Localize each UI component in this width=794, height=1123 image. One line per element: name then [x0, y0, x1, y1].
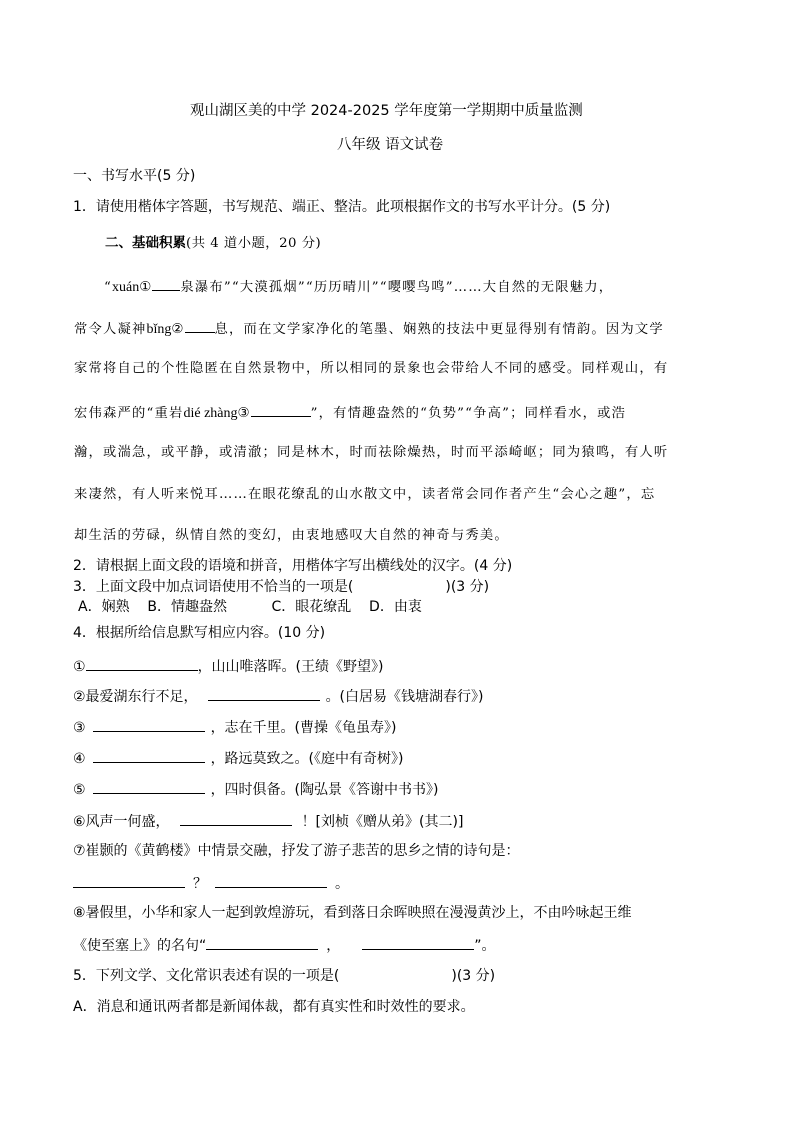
passage-line-1	[104, 276, 613, 297]
q4-blank-2[interactable]	[208, 686, 320, 701]
passage-text: 泉瀑布”“大漠孤烟”“历历晴川”“嘤嘤鸟鸣”……大自然的无限魅力，	[180, 280, 614, 295]
passage-line-3: 家常将自己的个性隐匿在自然景物中，所以相同的景象也会带给人不同的感受。同样观山，有	[74, 361, 669, 376]
q4-blank-8a[interactable]	[206, 935, 318, 950]
pinyin-die-zhang: dié zhàng	[183, 406, 238, 421]
q4-item-5	[73, 779, 439, 799]
blank-2[interactable]	[185, 318, 215, 333]
q4-item-7: ⑦崔颢的《黄鹤楼》中情景交融，抒发了游子悲苦的思乡之情的诗句是：	[73, 843, 520, 859]
q4-item-6	[73, 811, 463, 831]
exam-subtitle: 八年级 语文试卷	[337, 137, 444, 153]
passage-text: 息，而在文学家净化的笔墨、娴熟的技法中更显得别有情韵。因为文学	[214, 322, 664, 337]
item-text: ，路远莫致之。(《庭中有奇树》)	[210, 751, 404, 767]
item-number: ①	[73, 659, 86, 675]
q4-item-1	[73, 656, 384, 676]
passage-line-4	[74, 402, 626, 423]
question-5	[73, 967, 495, 985]
passage-line-6: 来凄然，有人听来悦耳……在眼花缭乱的山水散文中，读者常会同作者产生“会心之趣”，忘	[74, 487, 656, 502]
section2-heading-bold: 二、基础积累	[105, 235, 186, 251]
item-text: ？	[193, 876, 207, 892]
item-text: ”。	[474, 938, 496, 954]
passage-text: 常令人凝神	[74, 322, 147, 337]
question-5-stem: 5．下列文学、文化常识表述有误的一项是(	[73, 968, 340, 984]
passage-text: 宏伟森严的“重岩	[74, 406, 184, 421]
passage-line-5: 瀚，或湍急，或平静，或清澈；同是林木，时而祛除燥热，时而平添崎岖；同为猿鸣，有人听	[74, 445, 669, 460]
q4-item-7-answer-line	[73, 873, 349, 893]
exam-title: 观山湖区美的中学 2024-2025 学年度第一学期期中质量监测	[190, 103, 583, 119]
q4-item-4	[73, 748, 404, 768]
item-number: ⑤	[73, 782, 86, 798]
question-3	[73, 578, 489, 596]
item-text: ⑥风声一何盛，	[73, 814, 170, 830]
question-4: 4．根据所给信息默写相应内容。(10 分)	[73, 625, 326, 641]
passage-text: “	[104, 280, 112, 295]
q4-blank-4[interactable]	[93, 748, 205, 763]
passage-line-7: 却生活的劳碌，纵情自然的变幻，由衷地感叹大自然的神奇与秀美。	[74, 528, 509, 543]
pinyin-bing: bǐng	[146, 322, 172, 337]
q4-blank-8b[interactable]	[362, 935, 474, 950]
blank-number-2: ②	[171, 322, 185, 337]
q4-blank-7b[interactable]	[215, 873, 327, 888]
q4-item-8-answer-line	[73, 935, 496, 955]
blank-number-3: ③	[237, 406, 251, 421]
item-number: ④	[73, 751, 86, 767]
q4-item-3	[73, 717, 397, 737]
item-text: ，山山唯落晖。(王绩《野望》)	[197, 659, 384, 675]
q4-blank-7a[interactable]	[73, 873, 185, 888]
question-5-option-a: A．消息和通讯两者都是新闻体裁，都有真实性和时效性的要求。	[73, 999, 475, 1015]
question-5-points: )(3 分)	[451, 968, 496, 984]
q4-blank-5[interactable]	[93, 779, 205, 794]
item-number: ③	[73, 720, 86, 736]
q4-item-8: ⑧暑假里，小华和家人一起到敦煌游玩，看到落日余晖映照在漫漫黄沙上，不由吟咏起王维	[73, 905, 632, 921]
question-2: 2．请根据上面文段的语境和拼音，用楷体字写出横线处的汉字。(4 分)	[73, 558, 513, 574]
item-text: 。(白居易《钱塘湖春行》)	[325, 689, 484, 705]
item-text: ，四时俱备。(陶弘景《答谢中书书》)	[210, 782, 439, 798]
item-text: 。	[335, 876, 349, 892]
blank-number-1: ①	[139, 280, 153, 295]
q4-blank-1[interactable]	[86, 656, 198, 671]
passage-line-2	[74, 318, 664, 339]
section2-heading	[105, 234, 321, 253]
question-3-options: A．娴熟 B．情趣盎然 C．眼花缭乱 D．由衷	[78, 599, 422, 615]
q4-blank-3[interactable]	[93, 717, 205, 732]
question-3-points: )(3 分)	[445, 579, 490, 595]
q4-blank-6[interactable]	[180, 811, 292, 826]
question-1: 1．请使用楷体字答题，书写规范、端正、整洁。此项根据作文的书写水平计分。(5 分)	[73, 199, 611, 215]
passage-text: ”，有情趣盎然的“负势”“争高”；同样看水，或浩	[310, 406, 627, 421]
blank-1[interactable]	[152, 276, 180, 291]
blank-3[interactable]	[251, 402, 311, 417]
item-text: ，志在千里。(曹操《龟虽寿》)	[210, 720, 397, 736]
item-text: 《使至塞上》的名句“	[73, 938, 207, 954]
question-3-stem: 3．上面文段中加点词语使用不恰当的一项是(	[73, 579, 354, 595]
section2-heading-rest: (共 4 道小题，20 分)	[186, 236, 322, 251]
item-text: ②最爱湖东行不足，	[73, 689, 198, 705]
section1-heading: 一、书写水平(5 分)	[73, 168, 196, 184]
item-text: ！[刘桢《赠从弟》(其二)]	[301, 814, 464, 830]
pinyin-xuan: xuán	[112, 280, 140, 295]
item-text: ，	[326, 938, 341, 954]
q4-item-2	[73, 686, 484, 706]
